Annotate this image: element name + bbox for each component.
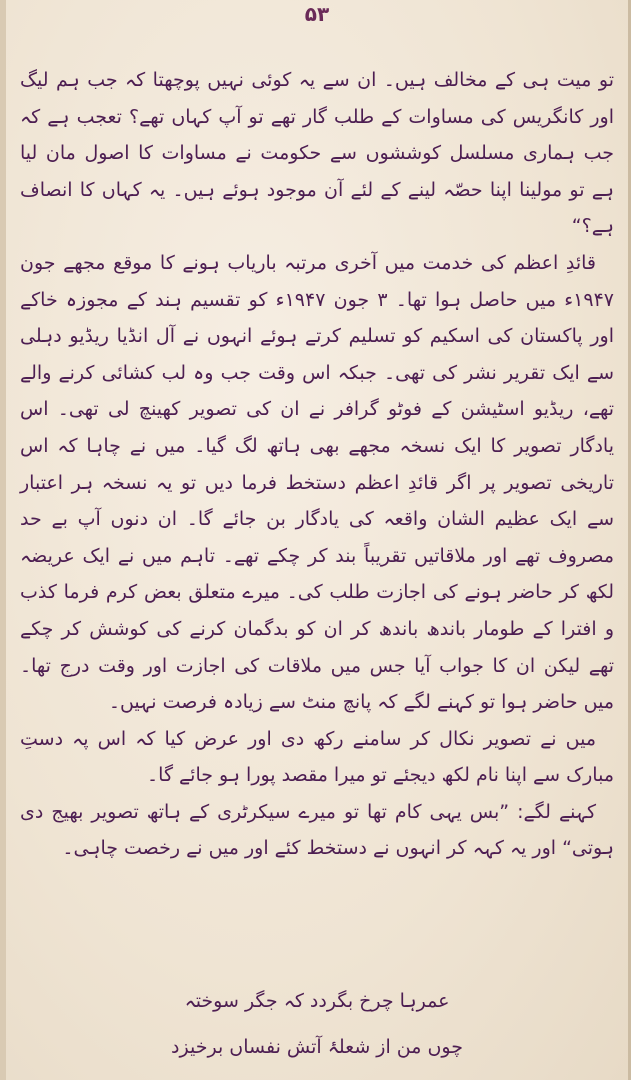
verse-line-2: چوں من از شعلۂ آتش نفساں برخیزد xyxy=(171,1036,463,1058)
verse-line-1: عمرہا چرخ بگردد کہ جگر سوختہ xyxy=(184,990,450,1012)
paragraph-1: تو میت ہی کے مخالف ہیں۔ ان سے یہ کوئی نہیں پوچھتا کہ جب ہم لیگ اور کانگریس کی مساوات کے طلب گار تھے تو آپ کہاں تھے؟ تعجب ہے کہ جب ہماری مسلسل کوششوں سے حکومت نے مساوات کا اصول مان لیا ہے تو مولینا اپنا حصّہ لینے کے لئے آن موجود ہوئے ہیں۔ یہ کہاں کا انصاف ہے؟“ xyxy=(20,69,614,238)
paragraph-2: قائدِ اعظم کی خدمت میں آخری مرتبہ باریاب ہونے کا موقع مجھے جون ۱۹۴۷ء میں حاصل ہوا تھا۔ ۳ جون ۱۹۴۷ء کو تقسیم ہند کے مجوزہ خاکے اور پاکستان کی اسکیم کو تسلیم کرتے ہوئے انہوں نے آل انڈیا ریڈیو دہلی سے ایک تقریر نشر کی تھی۔ جبکہ اس وقت جب وہ لب کشائی کرنے والے تھے، ریڈیو اسٹیشن کے فوٹو گرافر نے ان کی تصویر کھینچ لی تھی۔ اس یادگار تصویر کا ایک نسخہ مجھے بھی ہاتھ لگ گیا۔ میں نے چاہا کہ اس تاریخی تصویر پر اگر قائدِ اعظم دستخط فرما دیں تو یہ نسخہ ہر اعتبار سے ایک عظیم الشان واقعہ کی یادگار بن جائے گا۔ ان دنوں آپ بے حد مصروف تھے اور ملاقاتیں تقریباً بند کر چکے تھے۔ تاہم میں نے ایک عریضہ لکھ کر حاضر ہونے کی اجازت طلب کی۔ میرے متعلق بعض کرم فرما کذب و افترا کے طومار باندھ باندھ کر ان کو بدگمان کرنے کی کوشش کر چکے تھے لیکن ان کا جواب آیا جس میں ملاقات کی اجازت اور وقت درج تھا۔ میں حاضر ہوا تو کہنے لگے کہ پانچ منٹ سے زیادہ فرصت نہیں۔ xyxy=(20,251,614,714)
paragraph-4: کہنے لگے: ”بس یہی کام تھا تو میرے سیکرٹری کے ہاتھ تصویر بھیج دی ہوتی“ اور یہ کہہ کر انہوں نے دستخط کئے اور میں نے رخصت چاہی۔ xyxy=(20,800,614,860)
paragraph-3: میں نے تصویر نکال کر سامنے رکھ دی اور عرض کیا کہ اس پہ دستِ مبارک سے اپنا نام لکھ دیجئے تو میرا مقصد پورا ہو جائے گا۔ xyxy=(20,727,614,787)
body-text xyxy=(20,62,614,867)
page-number: ۵۳ xyxy=(304,2,330,26)
